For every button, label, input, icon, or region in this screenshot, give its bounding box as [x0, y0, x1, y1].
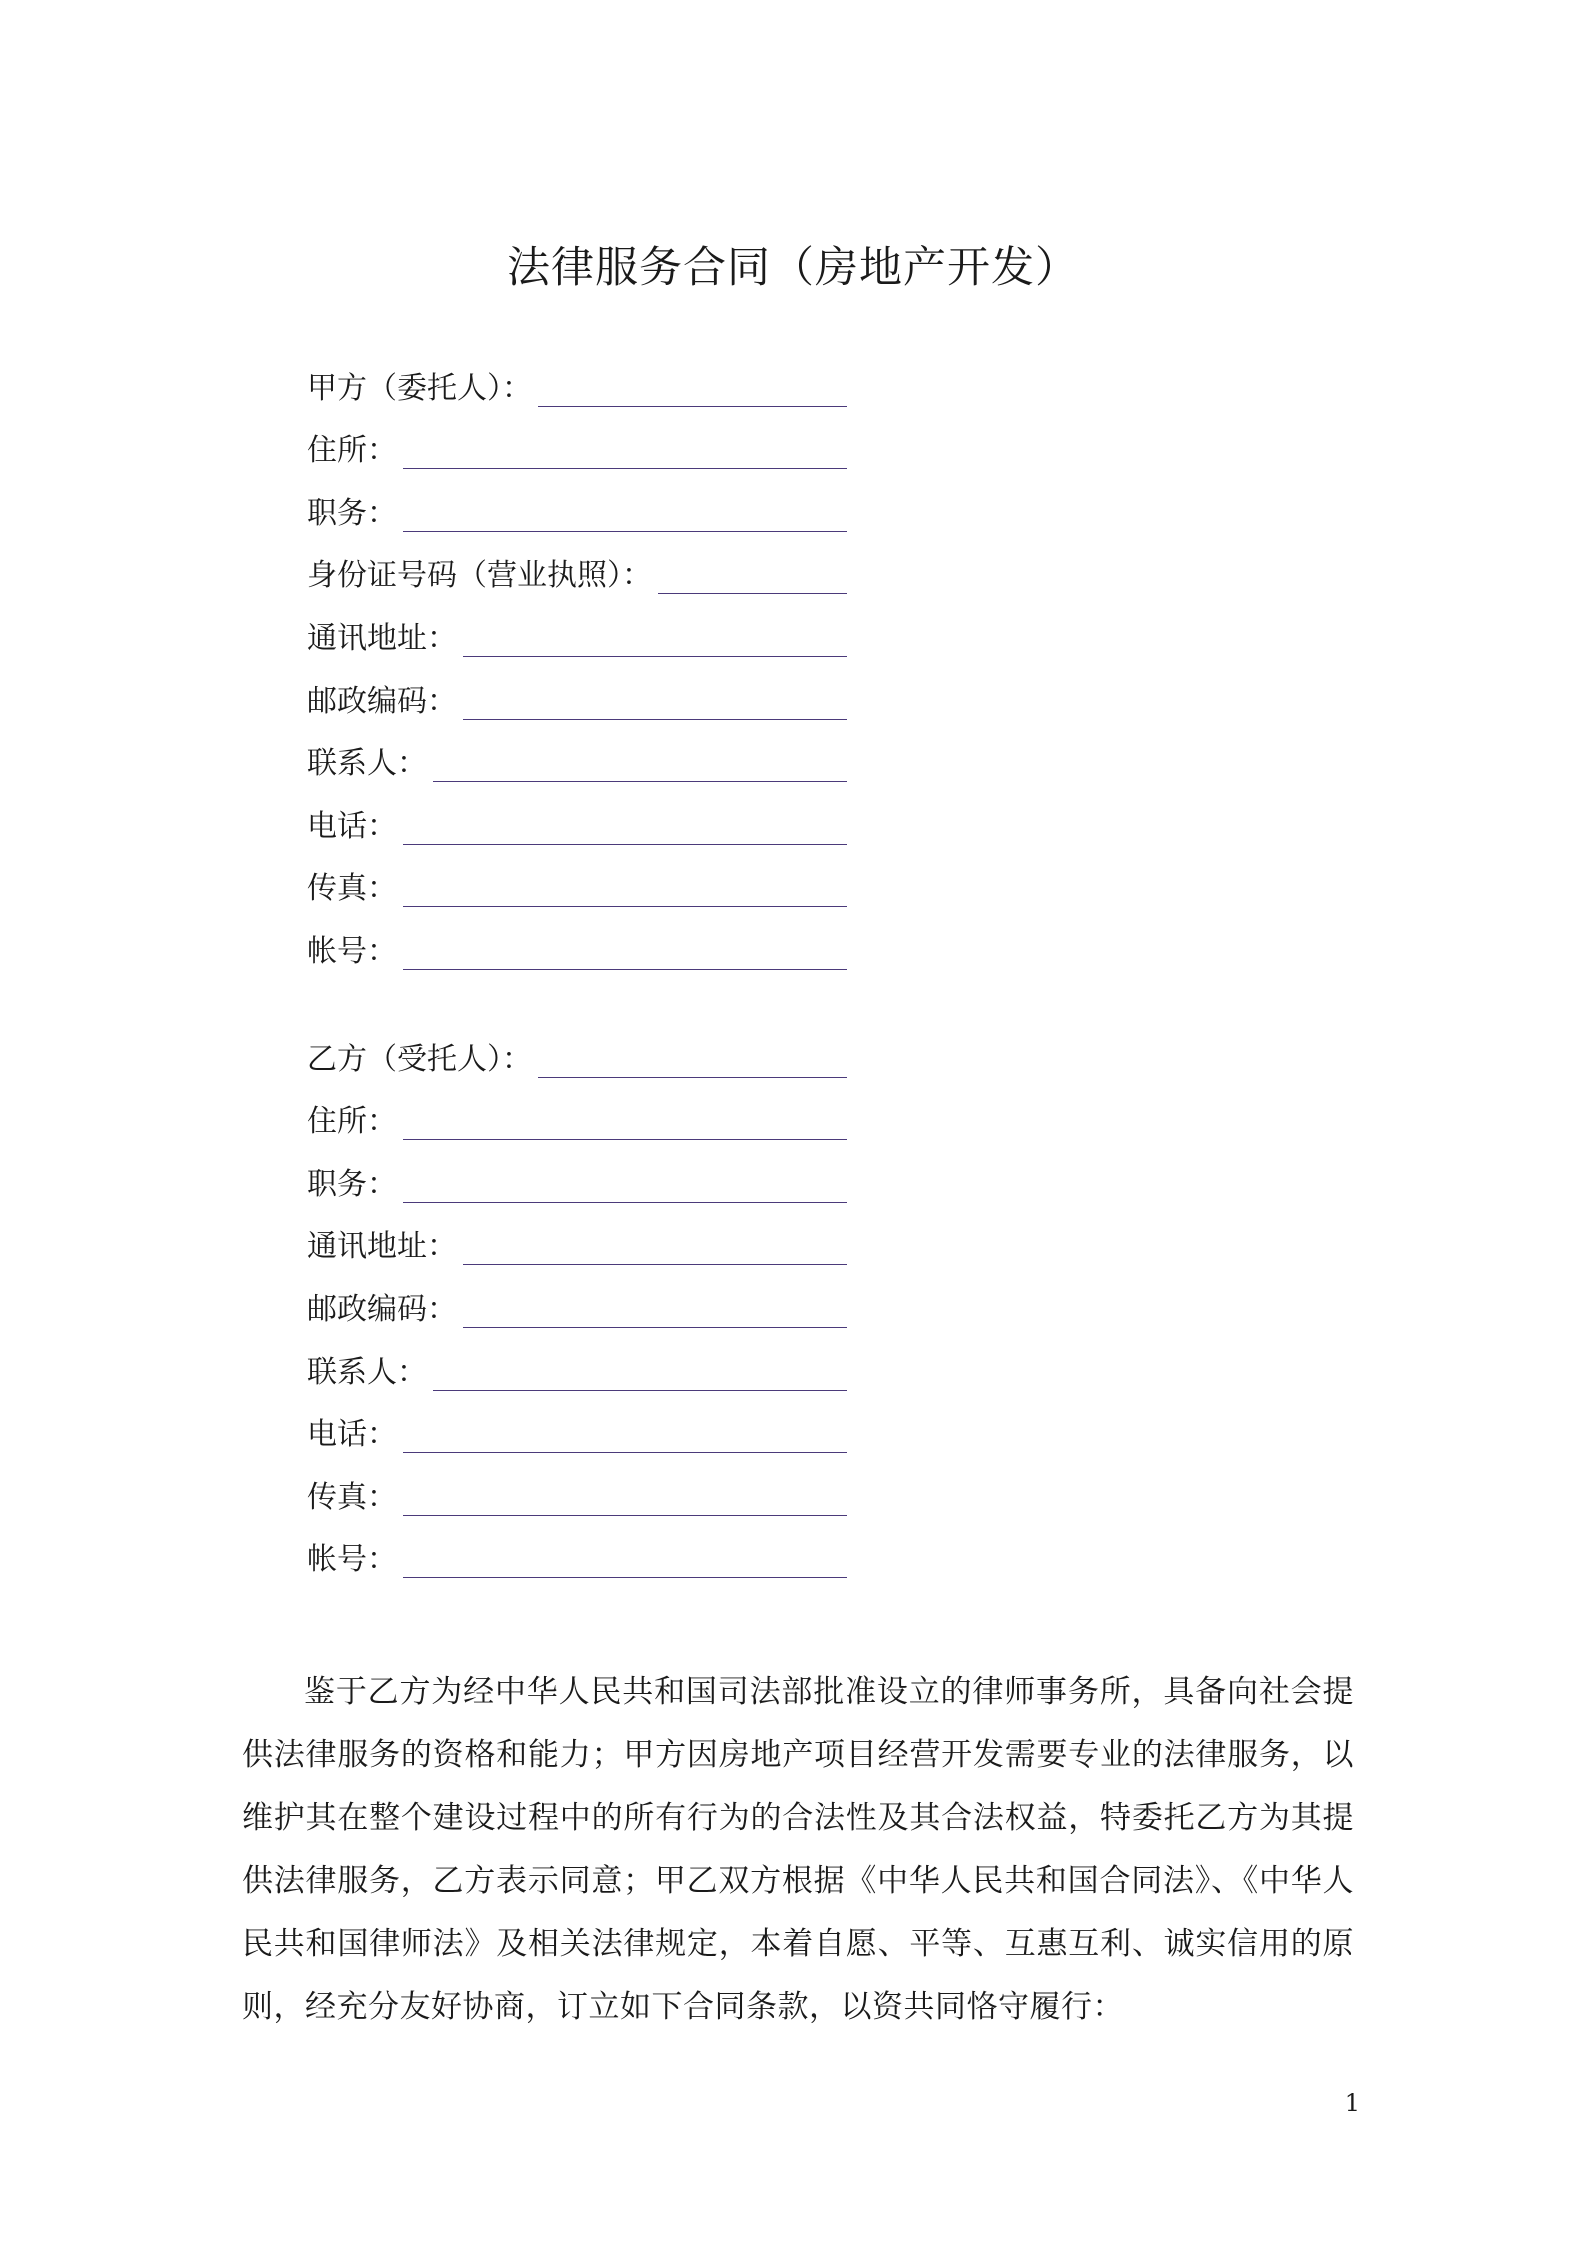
fill-in-line[interactable]: [538, 1077, 847, 1078]
fill-in-line[interactable]: [403, 1139, 847, 1140]
party-a-field-address: [307, 415, 847, 478]
fill-in-line[interactable]: [433, 781, 847, 782]
fill-in-line[interactable]: [658, 593, 847, 594]
fill-in-line[interactable]: [403, 906, 847, 907]
party-a-field-mailing-address: [307, 602, 847, 665]
fill-in-line[interactable]: [403, 1515, 847, 1516]
document-title: 法律服务合同（房地产开发）: [507, 243, 1079, 293]
fill-in-line[interactable]: [403, 1577, 847, 1578]
field-label: 身份证号码（营业执照）：: [307, 558, 652, 594]
party-b-field-mailing-address: [307, 1211, 847, 1274]
fill-in-line[interactable]: [403, 844, 847, 845]
fill-in-line[interactable]: [403, 468, 847, 469]
page-number: 1: [1344, 2089, 1360, 2117]
party-b-field-contact: [307, 1336, 847, 1399]
field-label: 传真：: [307, 871, 397, 907]
field-label: 帐号：: [307, 933, 397, 969]
party-a-field-account: [307, 915, 847, 978]
party-a-field-contact: [307, 728, 847, 791]
field-label: 乙方（受托人）：: [307, 1041, 532, 1077]
fill-in-line[interactable]: [538, 406, 847, 407]
fill-in-line[interactable]: [403, 1452, 847, 1453]
fill-in-line[interactable]: [403, 531, 847, 532]
party-a-field-fax: [307, 853, 847, 916]
fill-in-line[interactable]: [403, 969, 847, 970]
fill-in-line[interactable]: [433, 1390, 847, 1391]
party-a-field-id-number: [307, 540, 847, 603]
party-a-section: [307, 352, 847, 978]
party-b-field-phone: [307, 1399, 847, 1462]
field-label: 邮政编码：: [307, 683, 457, 719]
party-a-field-postal-code: [307, 665, 847, 728]
field-label: 传真：: [307, 1479, 397, 1515]
field-label: 联系人：: [307, 1354, 427, 1390]
party-a-field-position: [307, 477, 847, 540]
party-b-field-agent: [307, 1023, 847, 1086]
field-label: 住所：: [307, 433, 397, 469]
field-label: 通讯地址：: [307, 620, 457, 656]
party-a-field-principal: [307, 352, 847, 415]
party-b-field-account: [307, 1524, 847, 1587]
fill-in-line[interactable]: [463, 656, 847, 657]
party-b-field-fax: [307, 1461, 847, 1524]
fill-in-line[interactable]: [403, 1202, 847, 1203]
party-b-field-address: [307, 1086, 847, 1149]
party-b-section: [307, 1023, 847, 1586]
contract-preamble: 鉴于乙方为经中华人民共和国司法部批准设立的律师事务所，具备向社会提供法律服务的资格和能力；甲方因房地产项目经营开发需要专业的法律服务，以维护其在整个建设过程中的所有行为的合法性及其合法权益，特委托乙方为其提供法律服务，乙方表示同意；甲乙双方根据《中华人民共和国合同法》、《中华人民共和国律师法》及相关法律规定，本着自愿、平等、互惠互利、诚实信用的原则，经充分友好协商，订立如下合同条款，以资共同恪守履行：: [242, 1674, 1354, 2025]
field-label: 联系人：: [307, 746, 427, 782]
field-label: 职务：: [307, 1166, 397, 1202]
fill-in-line[interactable]: [463, 1327, 847, 1328]
field-label: 甲方（委托人）：: [307, 370, 532, 406]
party-a-field-phone: [307, 790, 847, 853]
party-b-field-postal-code: [307, 1273, 847, 1336]
field-label: 帐号：: [307, 1542, 397, 1578]
fill-in-line[interactable]: [463, 719, 847, 720]
field-label: 通讯地址：: [307, 1229, 457, 1265]
party-b-field-position: [307, 1148, 847, 1211]
field-label: 电话：: [307, 1417, 397, 1453]
field-label: 邮政编码：: [307, 1291, 457, 1327]
field-label: 职务：: [307, 495, 397, 531]
fill-in-line[interactable]: [463, 1264, 847, 1265]
field-label: 电话：: [307, 808, 397, 844]
field-label: 住所：: [307, 1104, 397, 1140]
